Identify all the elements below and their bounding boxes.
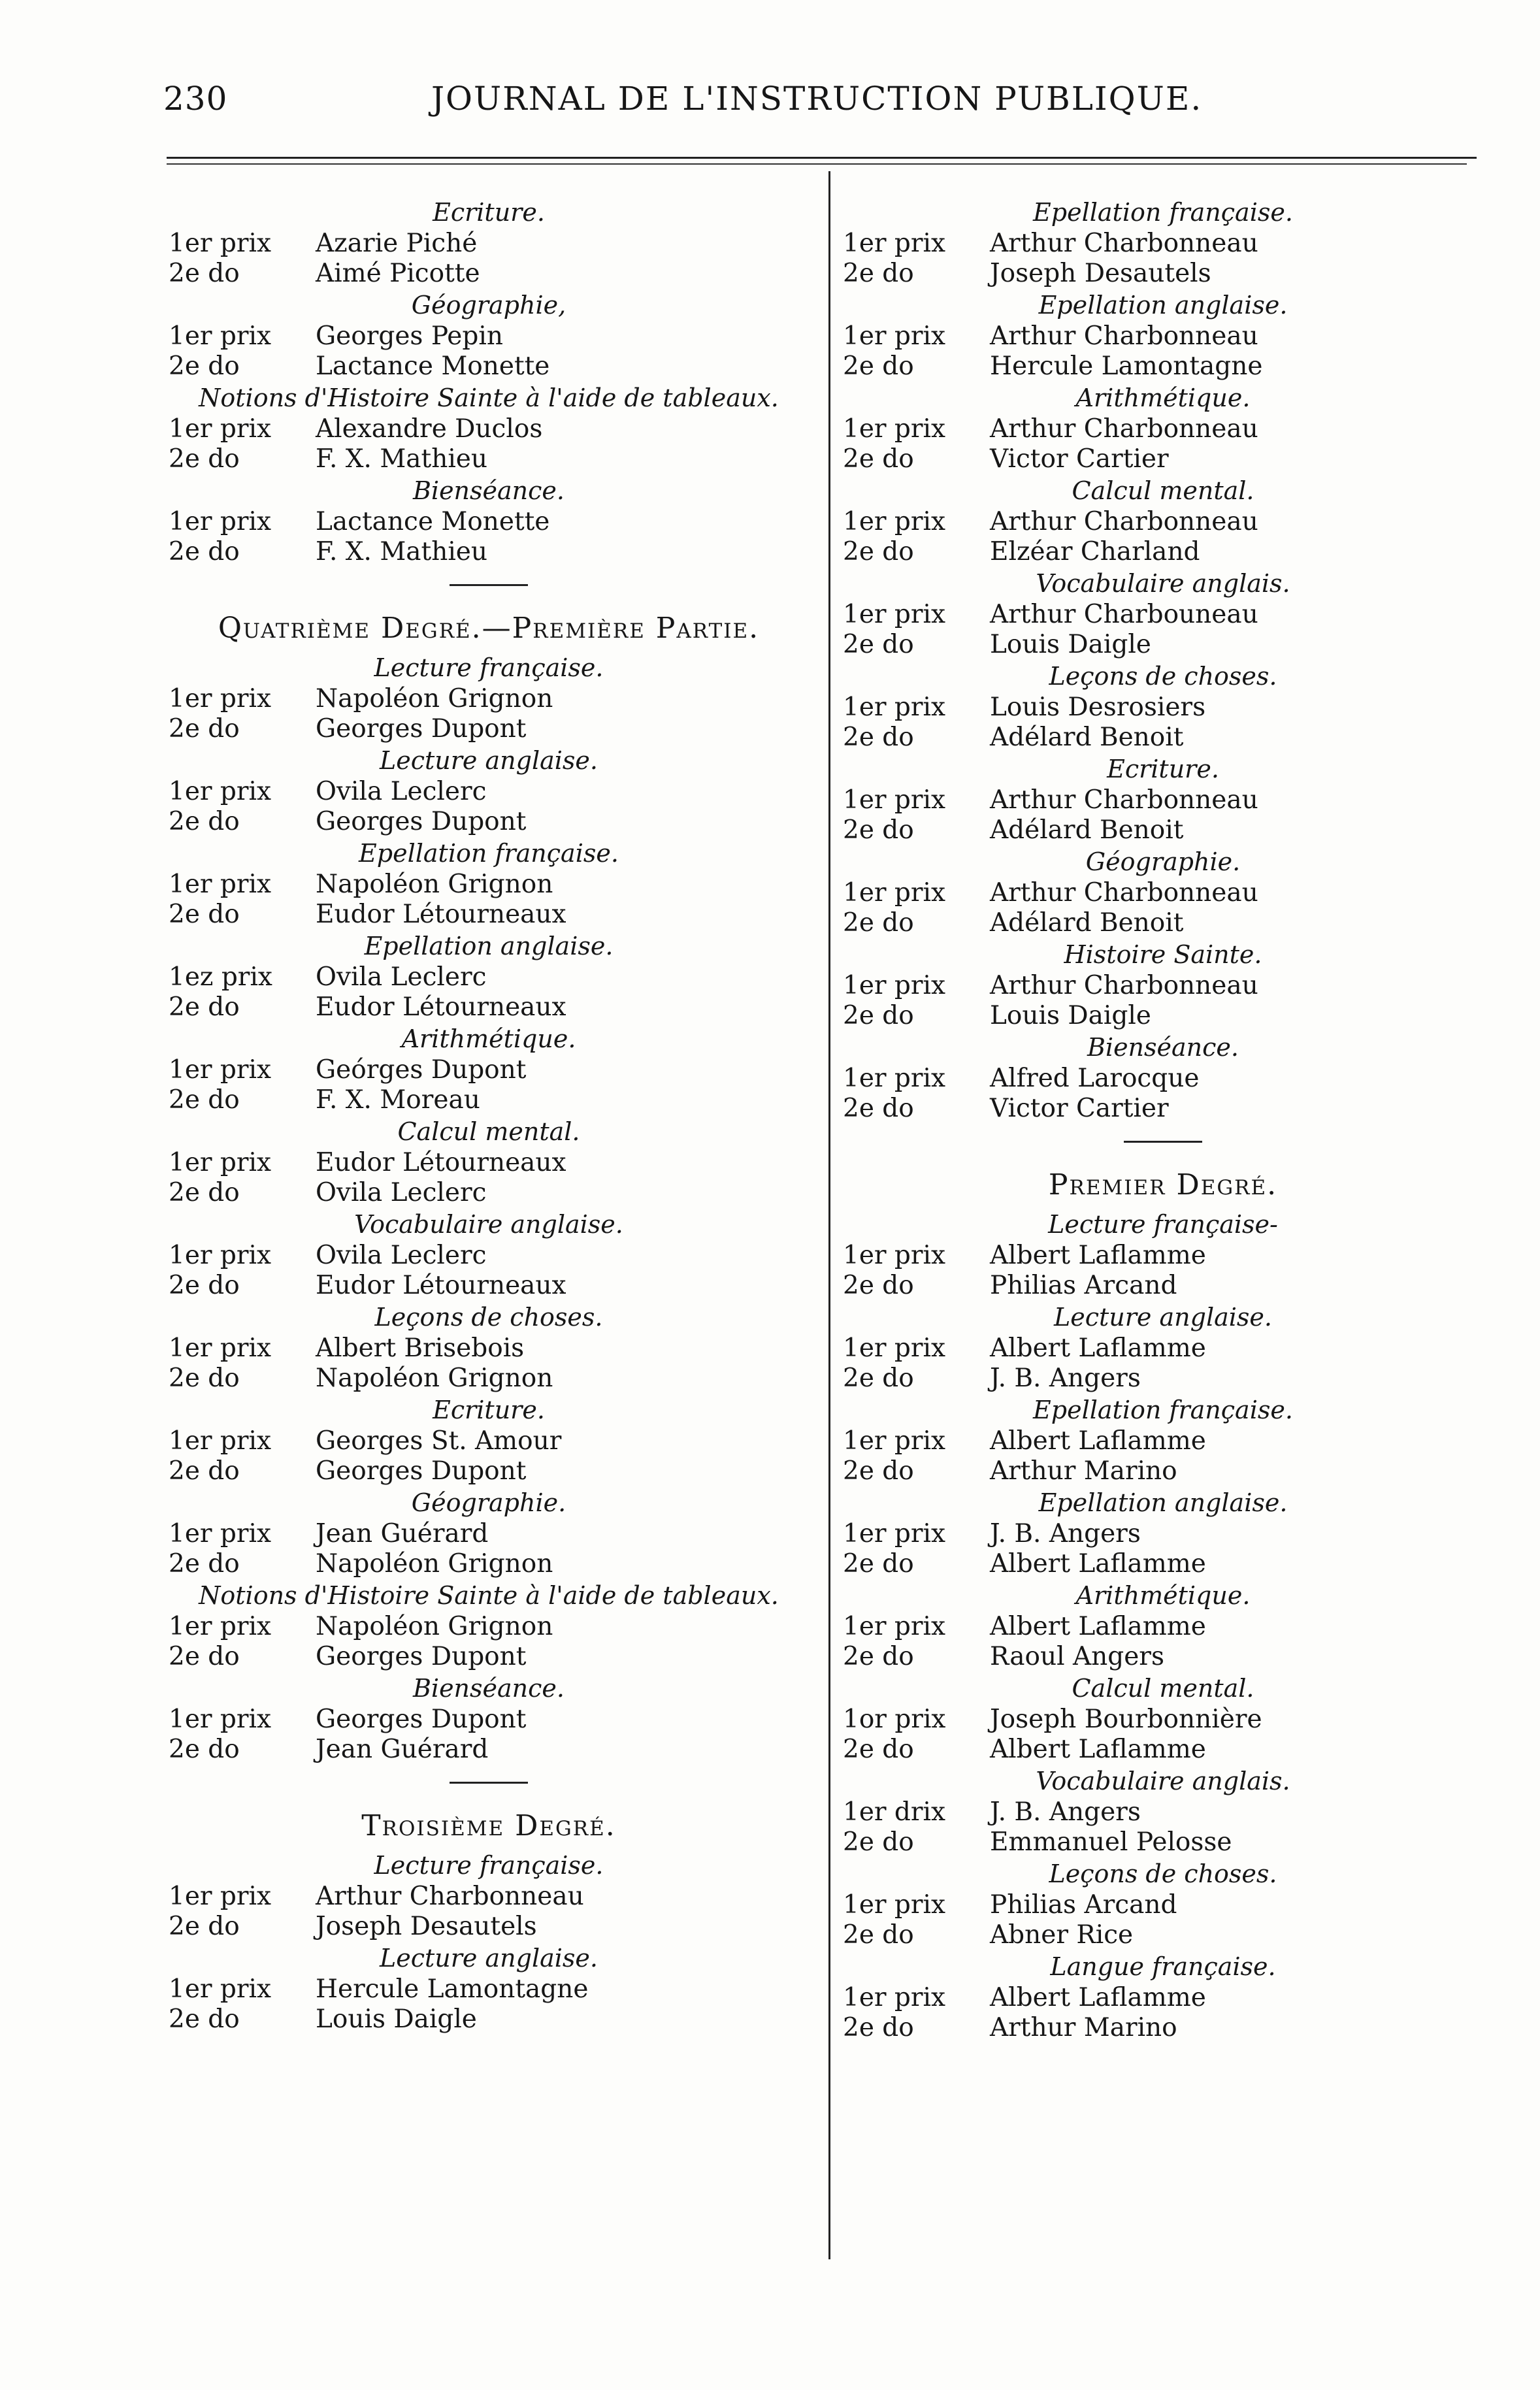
recipient-name: Adélard Benoit — [990, 723, 1184, 752]
prize-entry — [169, 1178, 809, 1208]
prize-entry — [843, 1797, 1483, 1827]
subject-heading: Bienséance. — [1087, 1033, 1239, 1062]
column-divider — [828, 171, 830, 2259]
prize-rank: 1er prix — [169, 1705, 272, 1734]
recipient-name: Hercule Lamontagne — [990, 352, 1263, 381]
prize-entry — [169, 259, 809, 289]
prize-entry — [169, 1241, 809, 1271]
recipient-name: Alexandre Duclos — [316, 414, 543, 444]
prize-entry — [843, 1426, 1483, 1456]
subject-heading: Calcul mental. — [397, 1117, 580, 1146]
recipient-name: Eudor Létourneaux — [316, 992, 566, 1022]
prize-entry — [169, 2005, 809, 2035]
prize-entry — [843, 693, 1483, 723]
prize-rank: 1er prix — [843, 1334, 946, 1363]
prize-rank: 2e do — [843, 908, 914, 938]
recipient-name: Philias Arcand — [990, 1271, 1177, 1300]
recipient-name: Arthur Charbonneau — [990, 229, 1258, 258]
prize-rank: 1er prix — [169, 1055, 272, 1085]
prize-rank: 2e do — [169, 1735, 240, 1764]
prize-entry — [843, 1364, 1483, 1394]
subject-heading: Leçons de choses. — [1049, 662, 1277, 691]
recipient-name: Jean Guérard — [316, 1519, 489, 1548]
prize-rank: 2e do — [843, 1271, 914, 1300]
prize-entry — [843, 537, 1483, 567]
subject-heading: Lecture anglaise. — [380, 746, 598, 775]
subject-heading: Arithmétique. — [401, 1024, 576, 1053]
prize-rank: 1er prix — [169, 870, 272, 899]
recipient-name: F. X. Moreau — [316, 1085, 480, 1115]
prize-entry — [843, 908, 1483, 938]
recipient-name: Arthur Charbonneau — [990, 507, 1258, 536]
prize-rank: 2e do — [169, 1178, 240, 1207]
prize-rank: 1er prix — [843, 878, 946, 908]
prize-entry — [169, 807, 809, 837]
prize-entry — [169, 870, 809, 900]
prize-rank: 1er prix — [169, 1882, 272, 1911]
prize-entry — [169, 537, 809, 567]
prize-entry — [843, 1334, 1483, 1364]
section-rule — [450, 1782, 528, 1784]
prize-rank: 2e do — [169, 807, 240, 836]
prize-rank: 1er prix — [843, 785, 946, 815]
recipient-name: Napoléon Grignon — [316, 1364, 553, 1393]
recipient-name: Abner Rice — [990, 1920, 1134, 1950]
prize-entry — [843, 1241, 1483, 1271]
recipient-name: Arthur Charbonneau — [990, 878, 1258, 908]
prize-rank: 2e do — [843, 537, 914, 566]
prize-entry — [169, 1912, 809, 1942]
prize-rank: 1er prix — [843, 693, 946, 722]
section-rule — [450, 584, 528, 586]
prize-entry — [843, 1456, 1483, 1486]
recipient-name: Victor Cartier — [990, 444, 1169, 474]
recipient-name: Georges Dupont — [316, 714, 527, 744]
prize-entry — [169, 1364, 809, 1394]
recipient-name: Aimé Picotte — [316, 259, 480, 288]
prize-entry — [843, 1612, 1483, 1642]
prize-entry — [843, 785, 1483, 815]
subject-heading: Epellation française. — [1033, 1396, 1293, 1424]
subject-heading: Lecture française. — [374, 1851, 604, 1880]
subject-heading: Arithmétique. — [1075, 384, 1251, 412]
prize-rank: 1er prix — [169, 1426, 272, 1456]
subject-heading: Vocabulaire anglaise. — [354, 1210, 623, 1239]
prize-rank: 2e do — [169, 714, 240, 744]
prize-rank: 2e do — [843, 444, 914, 474]
recipient-name: Ovila Leclerc — [316, 962, 487, 992]
prize-rank: 2e do — [843, 352, 914, 381]
recipient-name: Arthur Charbonneau — [990, 785, 1258, 815]
prize-rank: 2e do — [169, 1271, 240, 1300]
prize-entry — [169, 1055, 809, 1085]
prize-rank: 2e do — [169, 1364, 240, 1393]
prize-entry — [169, 962, 809, 992]
prize-rank: 2e do — [169, 1549, 240, 1579]
prize-entry — [843, 1735, 1483, 1765]
recipient-name: Ovila Leclerc — [316, 1178, 487, 1207]
recipient-name: Joseph Desautels — [316, 1912, 537, 1941]
right-column — [843, 196, 1483, 2043]
prize-rank: 1ez prix — [169, 962, 272, 992]
prize-entry — [843, 1064, 1483, 1094]
recipient-name: Joseph Desautels — [990, 259, 1211, 288]
recipient-name: Arthur Charbouneau — [990, 600, 1258, 629]
recipient-name: Louis Daigle — [316, 2005, 477, 2034]
page-header — [163, 80, 1464, 132]
prize-entry — [169, 1612, 809, 1642]
page-number: 230 — [163, 80, 228, 118]
prize-entry — [169, 1735, 809, 1765]
prize-rank: 2e do — [169, 259, 240, 288]
subject-heading: Calcul mental. — [1072, 1674, 1254, 1703]
subject-heading: Calcul mental. — [1072, 476, 1254, 505]
subject-heading: Ecriture. — [433, 198, 545, 227]
prize-entry — [843, 507, 1483, 537]
prize-rank: 1er drix — [843, 1797, 946, 1827]
prize-rank: 1er prix — [843, 1241, 946, 1270]
prize-entry — [169, 777, 809, 807]
recipient-name: Eudor Létourneaux — [316, 1271, 566, 1300]
prize-rank: 1er prix — [169, 1241, 272, 1270]
prize-rank: 2e do — [169, 1085, 240, 1115]
prize-entry — [169, 1426, 809, 1456]
prize-entry — [169, 1148, 809, 1178]
subject-heading: Epellation française. — [359, 839, 619, 868]
prize-rank: 1er prix — [843, 971, 946, 1000]
subject-heading: Leçons de choses. — [374, 1303, 603, 1332]
prize-entry — [169, 414, 809, 444]
prize-entry — [169, 900, 809, 930]
prize-entry — [843, 321, 1483, 352]
prize-entry — [169, 1974, 809, 2005]
recipient-name: F. X. Mathieu — [316, 444, 487, 474]
recipient-name: Geórges Dupont — [316, 1055, 527, 1085]
prize-entry — [843, 352, 1483, 382]
prize-entry — [843, 1001, 1483, 1031]
recipient-name: Georges Dupont — [316, 1456, 527, 1486]
prize-rank: 1er prix — [169, 229, 272, 258]
prize-rank: 1er prix — [169, 507, 272, 536]
recipient-name: Louis Daigle — [990, 1001, 1151, 1030]
subject-heading: Arithmétique. — [1075, 1581, 1251, 1610]
recipient-name: Albert Laflamme — [990, 1612, 1206, 1641]
prize-entry — [843, 229, 1483, 259]
prize-rank: 2e do — [843, 815, 914, 845]
prize-entry — [169, 444, 809, 474]
subject-heading: Géographie, — [411, 291, 566, 319]
recipient-name: J. B. Angers — [990, 1364, 1141, 1393]
prize-rank: 1er prix — [843, 507, 946, 536]
prize-rank: 1er prix — [843, 1983, 946, 2012]
prize-rank: 2e do — [843, 723, 914, 752]
prize-entry — [169, 1271, 809, 1301]
subject-heading: Bienséance. — [412, 476, 565, 505]
recipient-name: Eudor Létourneaux — [316, 1148, 566, 1177]
recipient-name: Raoul Angers — [990, 1642, 1164, 1671]
prize-entry — [169, 321, 809, 352]
prize-entry — [169, 1642, 809, 1672]
prize-entry — [169, 229, 809, 259]
prize-rank: 1er prix — [169, 1148, 272, 1177]
subject-heading: Lecture anglaise. — [380, 1944, 598, 1973]
prize-entry — [843, 815, 1483, 845]
recipient-name: Albert Laflamme — [990, 1549, 1206, 1579]
prize-rank: 1er prix — [169, 1334, 272, 1363]
recipient-name: Napoléon Grignon — [316, 684, 553, 713]
prize-rank: 2e do — [843, 1364, 914, 1393]
prize-rank: 2e do — [843, 1456, 914, 1486]
prize-entry — [169, 684, 809, 714]
prize-entry — [843, 1271, 1483, 1301]
prize-rank: 2e do — [169, 444, 240, 474]
recipient-name: Arthur Charbonneau — [316, 1882, 584, 1911]
running-title: JOURNAL DE L'INSTRUCTION PUBLIQUE. — [431, 80, 1203, 118]
subject-heading: Epellation française. — [1033, 198, 1293, 227]
subject-heading: Notions d'Histoire Sainte à l'aide de tableaux. — [199, 1581, 779, 1610]
recipient-name: Arthur Charbonneau — [990, 971, 1258, 1000]
recipient-name: Georges Pepin — [316, 321, 503, 351]
prize-rank: 1er prix — [169, 321, 272, 351]
prize-rank: 2e do — [169, 2005, 240, 2034]
header-rule — [167, 157, 1477, 159]
prize-rank: 2e do — [169, 352, 240, 381]
recipient-name: Louis Desrosiers — [990, 693, 1206, 722]
subject-heading: Géographie. — [411, 1488, 566, 1517]
header-rule-thin — [167, 163, 1467, 165]
subject-heading: Lecture française- — [1048, 1210, 1278, 1239]
recipient-name: Napoléon Grignon — [316, 870, 553, 899]
subject-heading: Histoire Sainte. — [1064, 940, 1262, 969]
recipient-name: Albert Laflamme — [990, 1334, 1206, 1363]
prize-entry — [843, 1827, 1483, 1858]
prize-entry — [843, 1983, 1483, 2013]
prize-rank: 1er prix — [843, 414, 946, 444]
prize-entry — [843, 1642, 1483, 1672]
recipient-name: Georges Dupont — [316, 1705, 527, 1734]
prize-rank: 2e do — [843, 259, 914, 288]
prize-entry — [169, 1519, 809, 1549]
recipient-name: Arthur Charbonneau — [990, 414, 1258, 444]
recipient-name: J. B. Angers — [990, 1797, 1141, 1827]
recipient-name: Albert Laflamme — [990, 1735, 1206, 1764]
recipient-name: F. X. Mathieu — [316, 537, 487, 566]
recipient-name: Napoléon Grignon — [316, 1549, 553, 1579]
recipient-name: Georges Dupont — [316, 807, 527, 836]
prize-entry — [843, 414, 1483, 444]
recipient-name: Albert Laflamme — [990, 1983, 1206, 2012]
prize-entry — [843, 878, 1483, 908]
prize-rank: 1er prix — [843, 1612, 946, 1641]
prize-entry — [843, 1890, 1483, 1920]
section-rule — [1124, 1141, 1202, 1143]
recipient-name: Alfred Larocque — [990, 1064, 1200, 1093]
prize-entry — [843, 1549, 1483, 1579]
prize-rank: 2e do — [169, 900, 240, 929]
prize-rank: 1er prix — [843, 1426, 946, 1456]
recipient-name: Azarie Piché — [316, 229, 478, 258]
subject-heading: Ecriture. — [433, 1396, 545, 1424]
prize-entry — [169, 1549, 809, 1579]
prize-entry — [843, 1920, 1483, 1950]
prize-entry — [843, 723, 1483, 753]
prize-entry — [843, 1705, 1483, 1735]
recipient-name: Hercule Lamontagne — [316, 1974, 589, 2004]
subject-heading: Epellation anglaise. — [1038, 291, 1288, 319]
recipient-name: Albert Laflamme — [990, 1426, 1206, 1456]
recipient-name: Albert Brisebois — [316, 1334, 525, 1363]
recipient-name: Elzéar Charland — [990, 537, 1200, 566]
recipient-name: Victor Cartier — [990, 1094, 1169, 1123]
recipient-name: Arthur Marino — [990, 1456, 1177, 1486]
recipient-name: Ovila Leclerc — [316, 1241, 487, 1270]
prize-rank: 1er prix — [843, 229, 946, 258]
prize-rank: 2e do — [843, 2013, 914, 2042]
prize-entry — [169, 714, 809, 744]
subject-heading: Bienséance. — [412, 1674, 565, 1703]
recipient-name: Arthur Marino — [990, 2013, 1177, 2042]
prize-entry — [843, 259, 1483, 289]
section-heading: Quatrième Degré.—Première Partie. — [218, 612, 760, 645]
prize-rank: 1er prix — [843, 1890, 946, 1920]
prize-rank: 1er prix — [169, 1974, 272, 2004]
recipient-name: Emmanuel Pelosse — [990, 1827, 1232, 1857]
prize-rank: 1er prix — [169, 414, 272, 444]
recipient-name: Joseph Bourbonnière — [990, 1705, 1262, 1734]
prize-entry — [169, 1085, 809, 1115]
prize-entry — [169, 1456, 809, 1486]
subject-heading: Géographie. — [1085, 847, 1241, 876]
prize-rank: 1er prix — [843, 1519, 946, 1548]
prize-rank: 1er prix — [843, 1064, 946, 1093]
prize-rank: 2e do — [843, 1735, 914, 1764]
prize-rank: 2e do — [843, 1094, 914, 1123]
prize-rank: 1er prix — [169, 1519, 272, 1548]
recipient-name: Georges St. Amour — [316, 1426, 562, 1456]
recipient-name: Louis Daigle — [990, 630, 1151, 659]
prize-rank: 2e do — [843, 1827, 914, 1857]
prize-rank: 2e do — [843, 1001, 914, 1030]
prize-entry — [169, 352, 809, 382]
subject-heading: Lecture française. — [374, 653, 604, 682]
prize-entry — [169, 507, 809, 537]
recipient-name: Albert Laflamme — [990, 1241, 1206, 1270]
prize-entry — [843, 444, 1483, 474]
prize-rank: 2e do — [843, 1549, 914, 1579]
prize-rank: 2e do — [169, 1912, 240, 1941]
subject-heading: Epellation anglaise. — [1038, 1488, 1288, 1517]
prize-rank: 2e do — [169, 1642, 240, 1671]
recipient-name: Ovila Leclerc — [316, 777, 487, 806]
prize-rank: 1er prix — [843, 321, 946, 351]
recipient-name: J. B. Angers — [990, 1519, 1141, 1548]
prize-rank: 2e do — [169, 992, 240, 1022]
recipient-name: Philias Arcand — [990, 1890, 1177, 1920]
prize-entry — [843, 630, 1483, 660]
prize-rank: 1er prix — [169, 684, 272, 713]
subject-heading: Vocabulaire anglais. — [1036, 569, 1290, 598]
recipient-name: Adélard Benoit — [990, 908, 1184, 938]
prize-entry — [169, 1334, 809, 1364]
prize-rank: 1er prix — [169, 777, 272, 806]
recipient-name: Napoléon Grignon — [316, 1612, 553, 1641]
section-heading: Troisième Degré. — [361, 1809, 616, 1842]
subject-heading: Vocabulaire anglais. — [1036, 1767, 1290, 1795]
recipient-name: Arthur Charbonneau — [990, 321, 1258, 351]
prize-rank: 1or prix — [843, 1705, 946, 1734]
prize-rank: 1er prix — [169, 1612, 272, 1641]
prize-entry — [843, 1519, 1483, 1549]
prize-entry — [843, 1094, 1483, 1124]
recipient-name: Lactance Monette — [316, 352, 550, 381]
prize-rank: 2e do — [169, 537, 240, 566]
subject-heading: Leçons de choses. — [1049, 1859, 1277, 1888]
subject-heading: Lecture anglaise. — [1054, 1303, 1272, 1332]
prize-entry — [169, 1882, 809, 1912]
left-column — [169, 196, 809, 2035]
subject-heading: Notions d'Histoire Sainte à l'aide de tableaux. — [199, 384, 779, 412]
recipient-name: Lactance Monette — [316, 507, 550, 536]
prize-rank: 2e do — [843, 1642, 914, 1671]
subject-heading: Epellation anglaise. — [364, 932, 614, 960]
prize-rank: 1er prix — [843, 600, 946, 629]
recipient-name: Jean Guérard — [316, 1735, 489, 1764]
prize-entry — [843, 2013, 1483, 2043]
prize-rank: 2e do — [843, 1920, 914, 1950]
section-heading: Premier Degré. — [1048, 1168, 1278, 1202]
prize-rank: 2e do — [843, 630, 914, 659]
prize-entry — [843, 971, 1483, 1001]
prize-rank: 2e do — [169, 1456, 240, 1486]
recipient-name: Adélard Benoit — [990, 815, 1184, 845]
recipient-name: Eudor Létourneaux — [316, 900, 566, 929]
recipient-name: Georges Dupont — [316, 1642, 527, 1671]
prize-entry — [169, 1705, 809, 1735]
subject-heading: Langue française. — [1050, 1952, 1276, 1981]
subject-heading: Ecriture. — [1107, 755, 1219, 783]
prize-entry — [169, 992, 809, 1023]
prize-entry — [843, 600, 1483, 630]
